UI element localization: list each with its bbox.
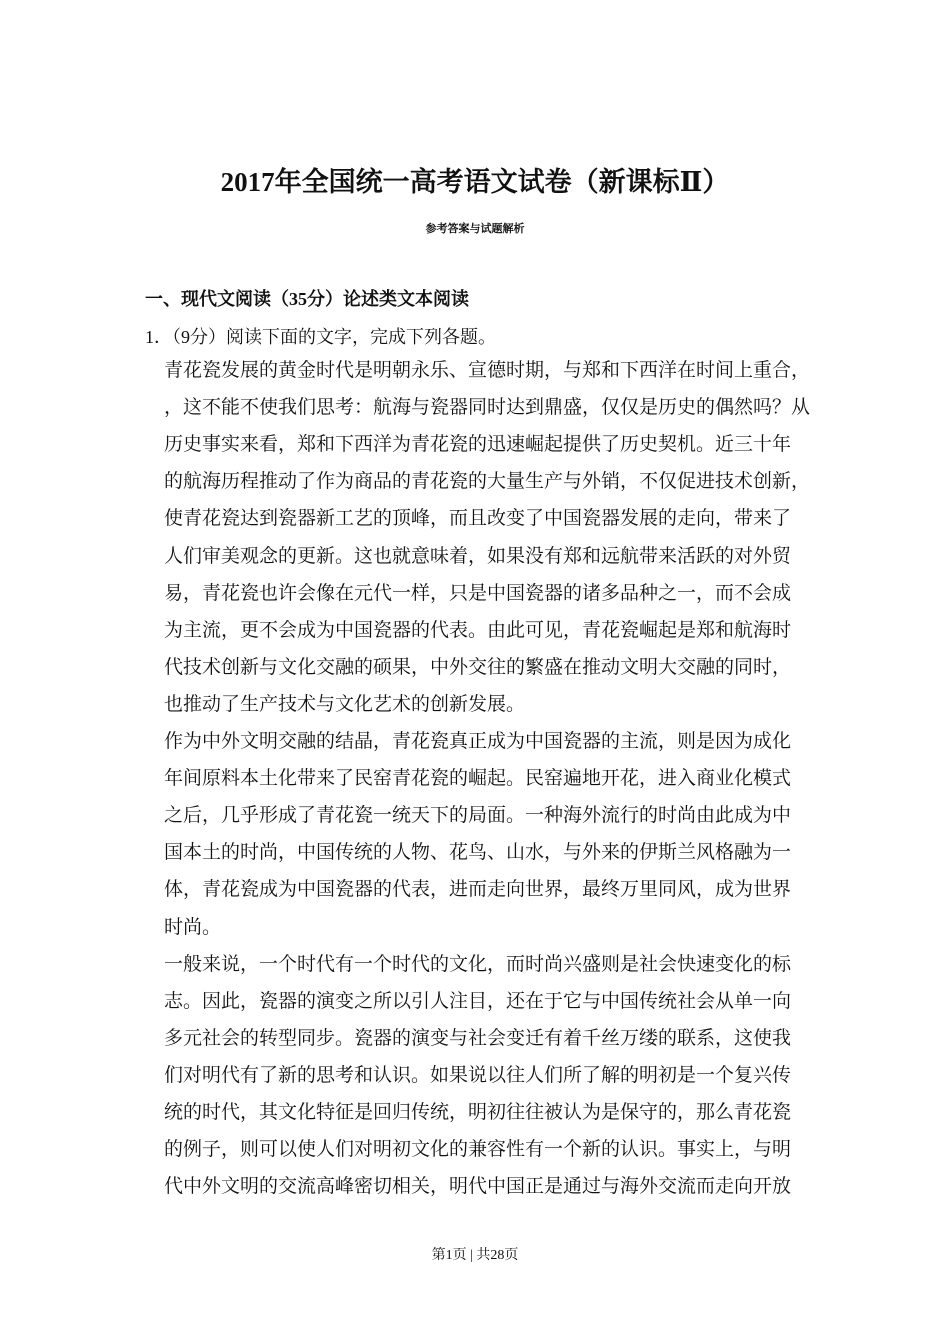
question-1-prompt: 1．（9分）阅读下面的文字，完成下列各题。 — [145, 327, 496, 347]
passage-line: 之后，几乎形成了青花瓷一统天下的局面。一种海外流行的时尚由此成为中 — [164, 805, 792, 827]
passage-line: 人们审美观念的更新。这也就意味着，如果没有郑和远航带来活跃的对外贸 — [164, 545, 792, 567]
passage-line: 为主流，更不会成为中国瓷器的代表。由此可见，青花瓷崛起是郑和航海时 — [164, 619, 792, 641]
passage-line: 代技术创新与文化交融的硕果，中外交往的繁盛在推动文明大交融的同时， — [164, 656, 792, 678]
passage-line: 青花瓷发展的黄金时代是明朝永乐、宣德时期，与郑和下西洋在时间上重合， — [164, 360, 811, 381]
passage-line: 历史事实来看，郑和下西洋为青花瓷的迅速崛起提供了历史契机。近三十年 — [164, 434, 792, 456]
passage-line: 的例子，则可以使人们对明初文化的兼容性有一个新的认识。事实上，与明 — [164, 1139, 792, 1161]
passage-line: 统的时代，其文化特征是回归传统，明初往往被认为是保守的，那么青花瓷 — [164, 1102, 792, 1123]
section-heading: 一、现代文阅读（35分）论述类文本阅读 — [145, 289, 469, 309]
passage-line: 体，青花瓷成为中国瓷器的代表，进而走向世界，最终万里同风，成为世界 — [164, 879, 792, 901]
passage-line: 作为中外文明交融的结晶，青花瓷真正成为中国瓷器的主流，则是因为成化 — [164, 731, 792, 752]
passage-line: 时尚。 — [164, 916, 222, 938]
passage-line: 使青花瓷达到瓷器新工艺的顶峰，而且改变了中国瓷器发展的走向，带来了 — [164, 508, 792, 530]
passage-line: 一般来说，一个时代有一个时代的文化，而时尚兴盛则是社会快速变化的标 — [164, 953, 792, 975]
passage-line: 也推动了生产技术与文化艺术的创新发展。 — [164, 693, 526, 715]
passage-line: 多元社会的转型同步。瓷器的演变与社会变迁有着千丝万缕的联系，这使我 — [164, 1027, 792, 1049]
page-footer: 第1页 | 共28页 — [431, 1248, 519, 1263]
passage-line: 年间原料本土化带来了民窑青花瓷的崛起。民窑遍地开花，进入商业化模式 — [164, 768, 792, 790]
passage-line: 国本土的时尚，中国传统的人物、花鸟、山水，与外来的伊斯兰风格融为一 — [164, 842, 792, 864]
passage-line: 易，青花瓷也许会像在元代一样，只是中国瓷器的诸多品种之一，而不会成 — [164, 582, 792, 604]
passage-line: 的航海历程推动了作为商品的青花瓷的大量生产与外销，不仅促进技术创新， — [164, 471, 811, 493]
document-title: 2017年全国统一高考语文试卷（新课标Ⅱ） — [220, 167, 730, 197]
document-subtitle: 参考答案与试题解析 — [425, 223, 525, 235]
passage-line: 志。因此，瓷器的演变之所以引人注目，还在于它与中国传统社会从单一向 — [164, 990, 792, 1012]
passage-line: ，这不能不使我们思考：航海与瓷器同时达到鼎盛，仅仅是历史的偶然吗？从 — [164, 397, 811, 419]
passage-line: 代中外文明的交流高峰密切相关，明代中国正是通过与海外交流而走向开放 — [164, 1176, 792, 1198]
passage-line: 们对明代有了新的思考和认识。如果说以往人们所了解的明初是一个复兴传 — [164, 1064, 792, 1086]
